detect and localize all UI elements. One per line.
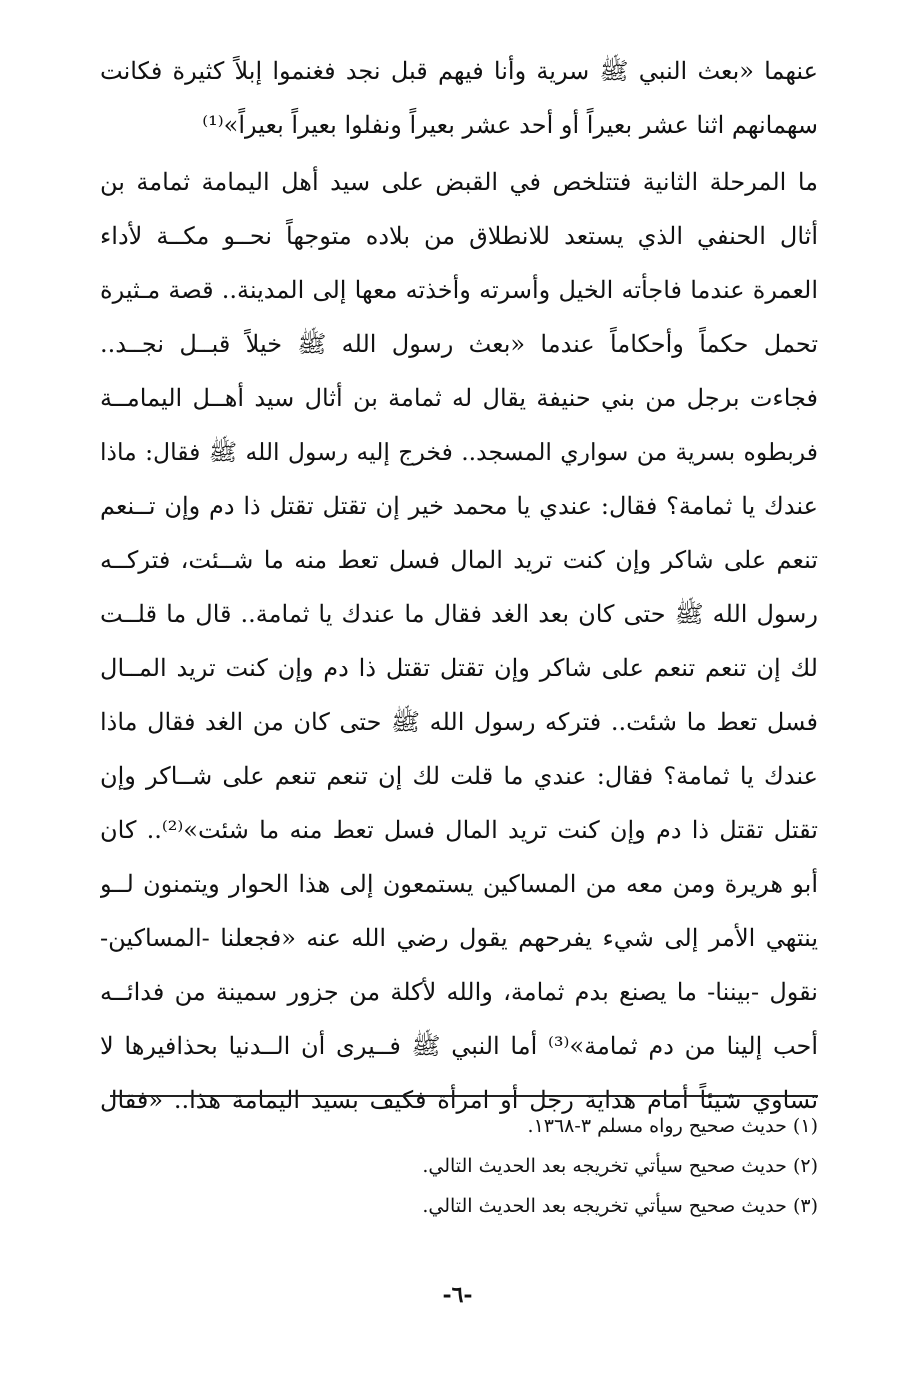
footnote-3: (٣) حديث صحيح سيأتي تخريجه بعد الحديث التالي. [422, 1195, 818, 1217]
text-line: تنعم على شاكر وإن كنت تريد المال فسل تعط منه ما شــئت، فتركــه [100, 546, 818, 574]
text-line: فجاءت برجل من بني حنيفة يقال له ثمامة بن أثال سيد أهــل اليمامــة [100, 384, 818, 412]
text-line: عنهما «بعث النبي ﷺ سرية وأنا فيهم قبل نجد فغنموا إبلاً كثيرة فكانت [100, 57, 818, 85]
text-line: أحب إلينا من دم ثمامة»⁽³⁾ أما النبي ﷺ فــيرى أن الــدنيا بحذافيرها لا [100, 1032, 818, 1060]
footnote-2: (٢) حديث صحيح سيأتي تخريجه بعد الحديث التالي. [422, 1155, 818, 1177]
text-line: سهمانهم اثنا عشر بعيراً أو أحد عشر بعيراً ونفلوا بعيراً بعيراً»⁽¹⁾ [202, 111, 818, 139]
text-line: تساوي شيئاً أمام هداية رجل أو امرأة فكيف بسيد اليمامة هذا.. «فقال [100, 1086, 818, 1114]
text-line: ما المرحلة الثانية فتتلخص في القبض على سيد أهل اليمامة ثمامة بن [100, 168, 818, 196]
text-line: أبو هريرة ومن معه من المساكين يستمعون إلى هذا الحوار ويتمنون لــو [100, 870, 818, 898]
text-line: عندك يا ثمامة؟ فقال: عندي ما قلت لك إن تنعم تنعم على شــاكر وإن [100, 762, 818, 790]
footnote-divider [110, 1095, 818, 1097]
text-line: ينتهي الأمر إلى شيء يفرحهم يقول رضي الله عنه «فجعلنا -المساكين- [100, 924, 818, 952]
text-line: تقتل تقتل ذا دم وإن كنت تريد المال فسل تعط منه ما شئت»⁽²⁾.. كان [100, 816, 818, 844]
paragraph-main [100, 155, 818, 1127]
text-line: أثال الحنفي الذي يستعد للانطلاق من بلاده متوجهاً نحــو مكــة لأداء [100, 222, 818, 250]
paragraph-continuation [100, 44, 818, 152]
text-line: فربطوه بسرية من سواري المسجد.. فخرج إليه رسول الله ﷺ فقال: ماذا [100, 438, 818, 466]
footnote-1: (١) حديث صحيح رواه مسلم ٣-١٣٦٨. [527, 1115, 818, 1137]
footnotes [300, 1106, 818, 1226]
text-line: العمرة عندما فاجأته الخيل وأسرته وأخذته معها إلى المدينة.. قصة مـثيرة [100, 276, 818, 304]
page-number: -٦- [442, 1282, 473, 1308]
text-line: لك إن تنعم تنعم على شاكر وإن تقتل تقتل ذا دم وإن كنت تريد المــال [100, 654, 818, 682]
text-line: رسول الله ﷺ حتى كان بعد الغد فقال ما عندك يا ثمامة.. قال ما قلــت [100, 600, 818, 628]
text-line: عندك يا ثمامة؟ فقال: عندي يا محمد خير إن تقتل تقتل ذا دم وإن تــنعم [100, 492, 818, 520]
text-line: فسل تعط ما شئت.. فتركه رسول الله ﷺ حتى كان من الغد فقال ماذا [100, 708, 818, 736]
text-line: نقول -بيننا- ما يصنع بدم ثمامة، والله لأكلة من جزور سمينة من فدائــه [100, 978, 818, 1006]
text-line: تحمل حكماً وأحكاماً عندما «بعث رسول الله ﷺ خيلاً قبــل نجــد.. [100, 330, 818, 358]
